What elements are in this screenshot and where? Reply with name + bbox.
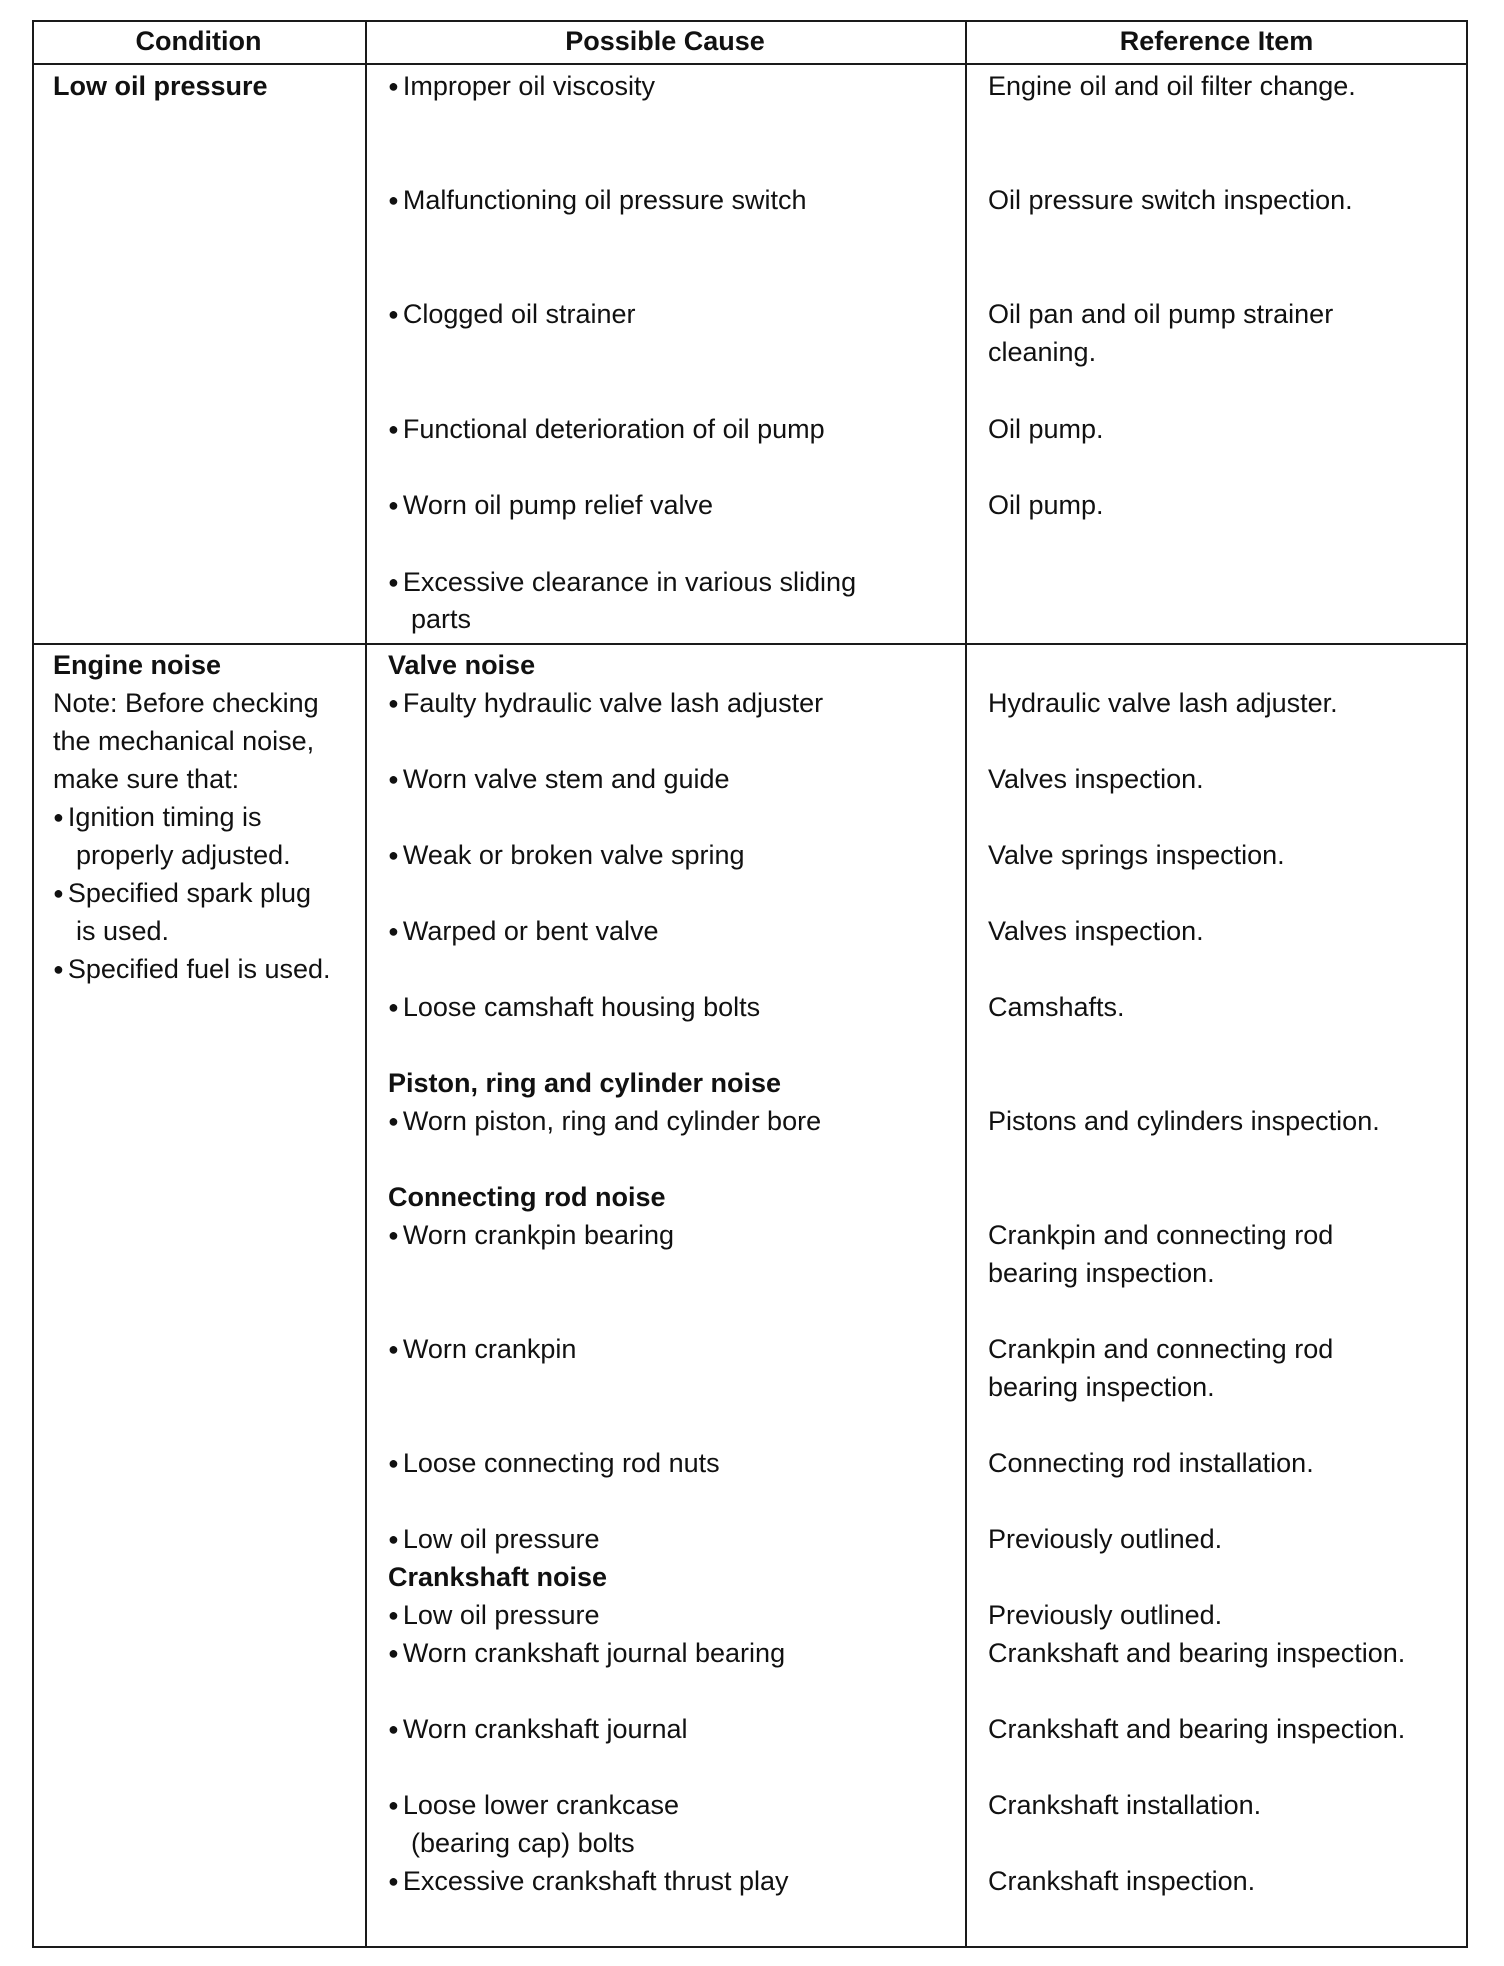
cause-item: ● Worn crankshaft journal bearing — [388, 1634, 785, 1675]
condition-note-bullet-continued: is used. — [76, 916, 170, 946]
reference-item: Crankshaft and bearing inspection. — [988, 1638, 1406, 1668]
reference-item: Crankshaft and bearing inspection. — [988, 1714, 1406, 1744]
header-divider — [32, 63, 1468, 65]
header-condition: Condition — [135, 26, 262, 56]
cause-group-heading: Crankshaft noise — [388, 1562, 608, 1592]
cause-item-continued: parts — [411, 604, 472, 634]
cause-item: ● Worn oil pump relief valve — [388, 486, 713, 527]
condition-note-bullet: ● Specified spark plug — [53, 874, 311, 915]
header-reference-item: Reference Item — [1119, 26, 1314, 56]
condition-note-line: make sure that: — [53, 764, 240, 794]
condition-low-oil-pressure: Low oil pressure — [53, 71, 268, 101]
cause-item: ● Loose camshaft housing bolts — [388, 988, 760, 1029]
cause-item: ● Loose lower crankcase — [388, 1786, 679, 1827]
row-divider — [32, 643, 1468, 645]
condition-engine-noise: Engine noise — [53, 650, 222, 680]
cause-item: ● Improper oil viscosity — [388, 67, 655, 108]
reference-item: Crankpin and connecting rod — [988, 1334, 1334, 1364]
reference-item: Crankshaft inspection. — [988, 1866, 1256, 1896]
reference-item-continued: cleaning. — [988, 337, 1097, 367]
cause-item: ● Excessive clearance in various sliding — [388, 563, 856, 604]
column-divider-1 — [365, 20, 367, 1948]
cause-item: ● Loose connecting rod nuts — [388, 1444, 720, 1485]
cause-item: ● Clogged oil strainer — [388, 295, 636, 336]
cause-item: ● Excessive crankshaft thrust play — [388, 1862, 789, 1903]
cause-group-heading: Valve noise — [388, 650, 536, 680]
cause-group-heading: Connecting rod noise — [388, 1182, 666, 1212]
reference-item: Previously outlined. — [988, 1600, 1223, 1630]
cause-item: ● Malfunctioning oil pressure switch — [388, 181, 807, 222]
header-possible-cause: Possible Cause — [565, 26, 765, 56]
cause-item: ● Worn crankshaft journal — [388, 1710, 688, 1751]
cause-group-heading: Piston, ring and cylinder noise — [388, 1068, 782, 1098]
cause-item: ● Weak or broken valve spring — [388, 836, 745, 877]
reference-item: Connecting rod installation. — [988, 1448, 1314, 1478]
cause-item: ● Functional deterioration of oil pump — [388, 410, 825, 451]
condition-note-bullet: ● Specified fuel is used. — [53, 950, 331, 991]
cause-item: ● Worn piston, ring and cylinder bore — [388, 1102, 821, 1143]
cause-item: ● Worn crankpin bearing — [388, 1216, 674, 1257]
column-divider-2 — [965, 20, 967, 1948]
reference-item: Valves inspection. — [988, 916, 1204, 946]
reference-item: Oil pump. — [988, 414, 1104, 444]
reference-item: Hydraulic valve lash adjuster. — [988, 688, 1338, 718]
cause-item: ● Warped or bent valve — [388, 912, 659, 953]
cause-item: ● Worn valve stem and guide — [388, 760, 730, 801]
condition-note-bullet: ● Ignition timing is — [53, 798, 261, 839]
cause-item: ● Worn crankpin — [388, 1330, 576, 1371]
cause-item: ● Low oil pressure — [388, 1520, 599, 1561]
reference-item: Crankshaft installation. — [988, 1790, 1262, 1820]
reference-item: Valves inspection. — [988, 764, 1204, 794]
condition-note-bullet-continued: properly adjusted. — [76, 840, 291, 870]
reference-item: Oil pressure switch inspection. — [988, 185, 1353, 215]
reference-item: Pistons and cylinders inspection. — [988, 1106, 1380, 1136]
reference-item: Previously outlined. — [988, 1524, 1223, 1554]
reference-item: Crankpin and connecting rod — [988, 1220, 1334, 1250]
cause-item-continued: (bearing cap) bolts — [411, 1828, 635, 1858]
condition-note-line: the mechanical noise, — [53, 726, 315, 756]
reference-item-continued: bearing inspection. — [988, 1258, 1215, 1288]
reference-item-continued: bearing inspection. — [988, 1372, 1215, 1402]
condition-note-line: Note: Before checking — [53, 688, 319, 718]
reference-item: Oil pan and oil pump strainer — [988, 299, 1334, 329]
cause-item: ● Faulty hydraulic valve lash adjuster — [388, 684, 823, 725]
reference-item: Valve springs inspection. — [988, 840, 1285, 870]
cause-item: ● Low oil pressure — [388, 1596, 599, 1637]
reference-item: Engine oil and oil filter change. — [988, 71, 1356, 101]
reference-item: Oil pump. — [988, 490, 1104, 520]
reference-item: Camshafts. — [988, 992, 1125, 1022]
